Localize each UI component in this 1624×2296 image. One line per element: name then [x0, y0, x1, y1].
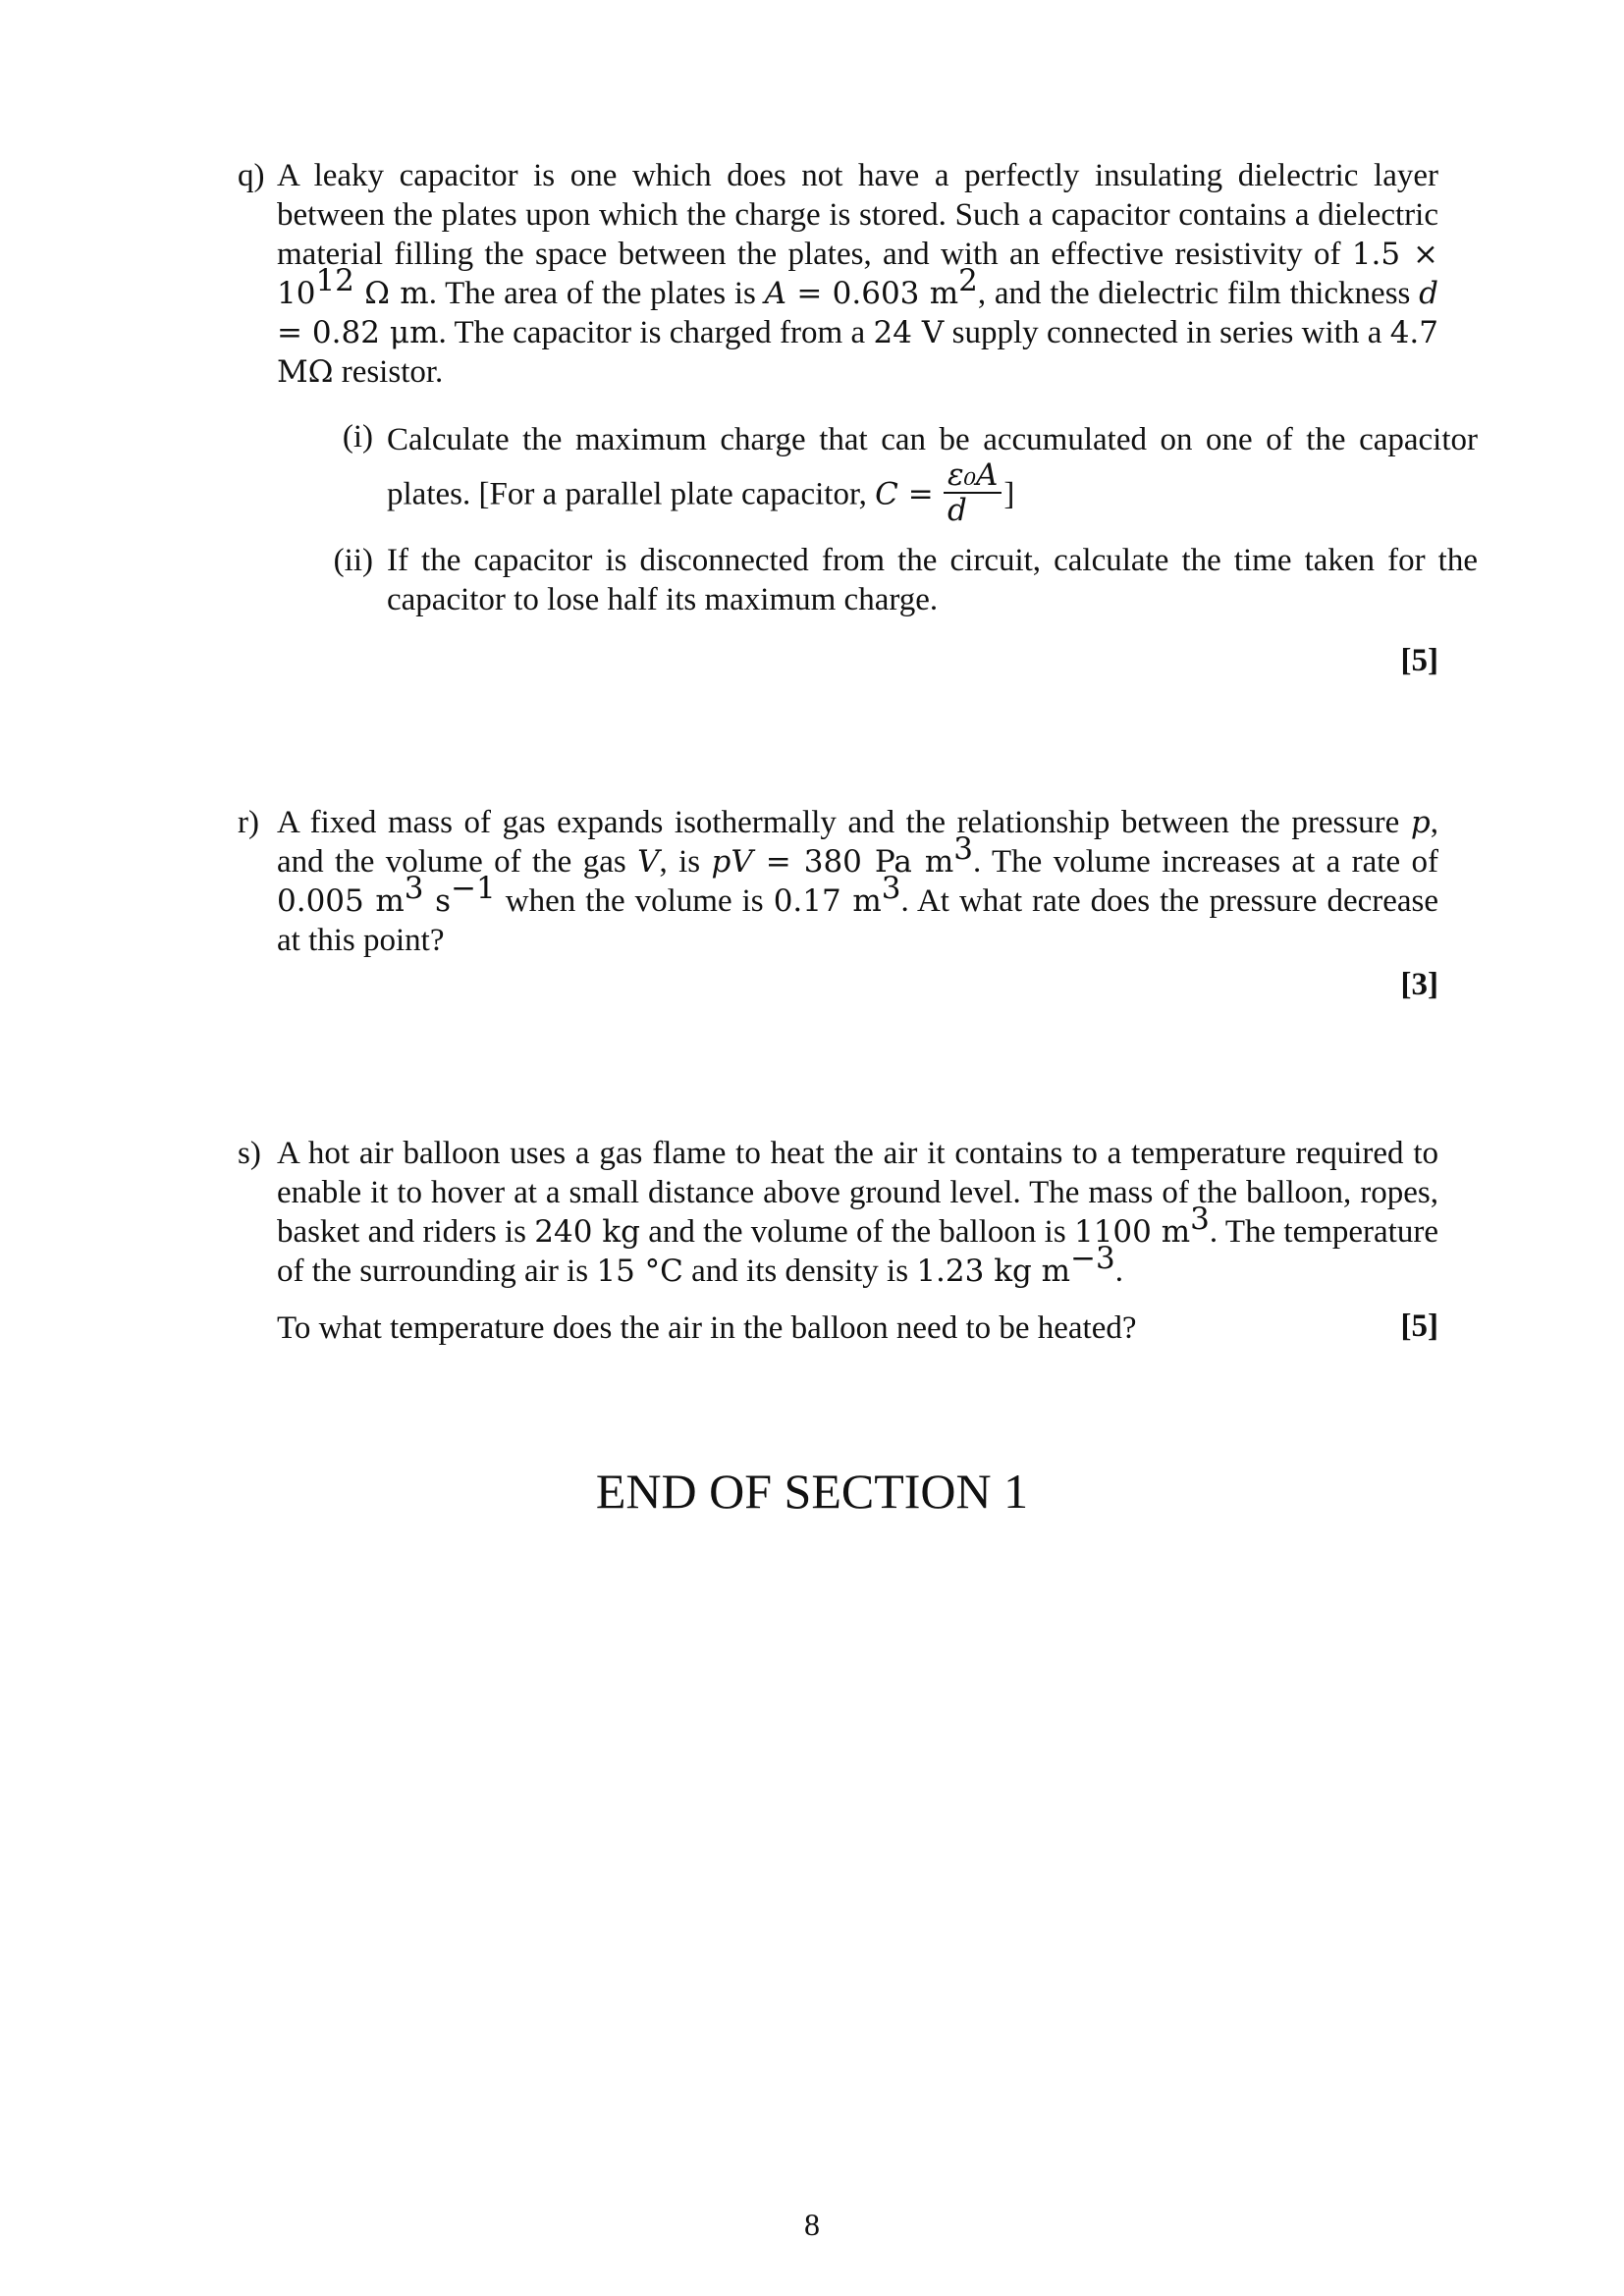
question-prompt: To what temperature does the air in the balloon need to be heated? — [277, 1310, 1137, 1346]
question-letter: s) — [238, 1136, 261, 1171]
sub-question-i: (i) Calculate the maximum charge that can be accumulated on one of the capacitor plates. [For a parallel plate capacitor, C = $\frac{\text{ε₀A}}{d}$ ] — [342, 419, 1478, 528]
marks-r: [3] — [1400, 967, 1438, 1002]
sub-question-number: (i) — [342, 419, 373, 454]
fraction-numerator: ε₀A — [944, 458, 1001, 494]
sub-question-number: (ii) — [333, 543, 373, 578]
fraction-denominator: d — [947, 493, 967, 528]
marks-q: [5] — [1400, 643, 1438, 678]
sub-question-text: Calculate the maximum charge that can be accumulated on one of the capacitor plates. [For a parallel plate capacitor, — [387, 422, 1478, 512]
question-text: A fixed mass of gas expands isothermally and the relationship between the pressure p, and the volume of the gas V, is pV = 380 Pa $m^3$. The volume increases at a rate of 0.005 $m^3$ $s^{-1}$ when the volume is 0.17 $m^3$. At what rate does the pressure decrease at this point? — [277, 805, 1439, 958]
section-end-title: END OF SECTION 1 — [595, 1464, 1029, 1519]
formula-lhs: C = — [875, 476, 934, 512]
question-r — [238, 803, 1438, 960]
marks-s: [5] — [1400, 1308, 1438, 1344]
question-body — [277, 803, 1438, 960]
question-body — [277, 1134, 1438, 1348]
question-s — [238, 1134, 1438, 1348]
question-q — [238, 156, 1478, 619]
question-text: A hot air balloon uses a gas flame to heat the air it contains to a temperature required to enable it to hover at a small distance above ground level. The mass of the balloon, ropes, basket and riders is 240 kg and the volume of the balloon is 1100 $m^3$. The temperature of the surrounding air is 15 °C and its density is 1.23 kg $m^{-3}$. — [277, 1136, 1438, 1289]
page-number: 8 — [804, 2207, 820, 2242]
question-letter: q) — [238, 158, 265, 193]
sub-question-text: If the capacitor is disconnected from the circuit, calculate the time taken for the capacitor to lose half its maximum charge. — [387, 543, 1478, 617]
sub-question-ii — [333, 541, 1478, 619]
capacitance-fraction — [944, 458, 1001, 527]
question-body — [277, 156, 1478, 619]
question-text: A leaky capacitor is one which does not have a perfectly insulating dielectric layer between the plates upon which the charge is stored. Such a capacitor contains a dielectric material filling the space between the plates, and with an effective resistivity of $1.5 \times 10^{12}$ Ω m. The area of the plates is A = 0.603 $m^2$, and the dielectric film thickness d = 0.82 μm. The capacitor is charged from a 24 V supply connected in series with a 4.7 MΩ resistor. — [277, 158, 1439, 390]
question-letter: r) — [238, 805, 259, 840]
